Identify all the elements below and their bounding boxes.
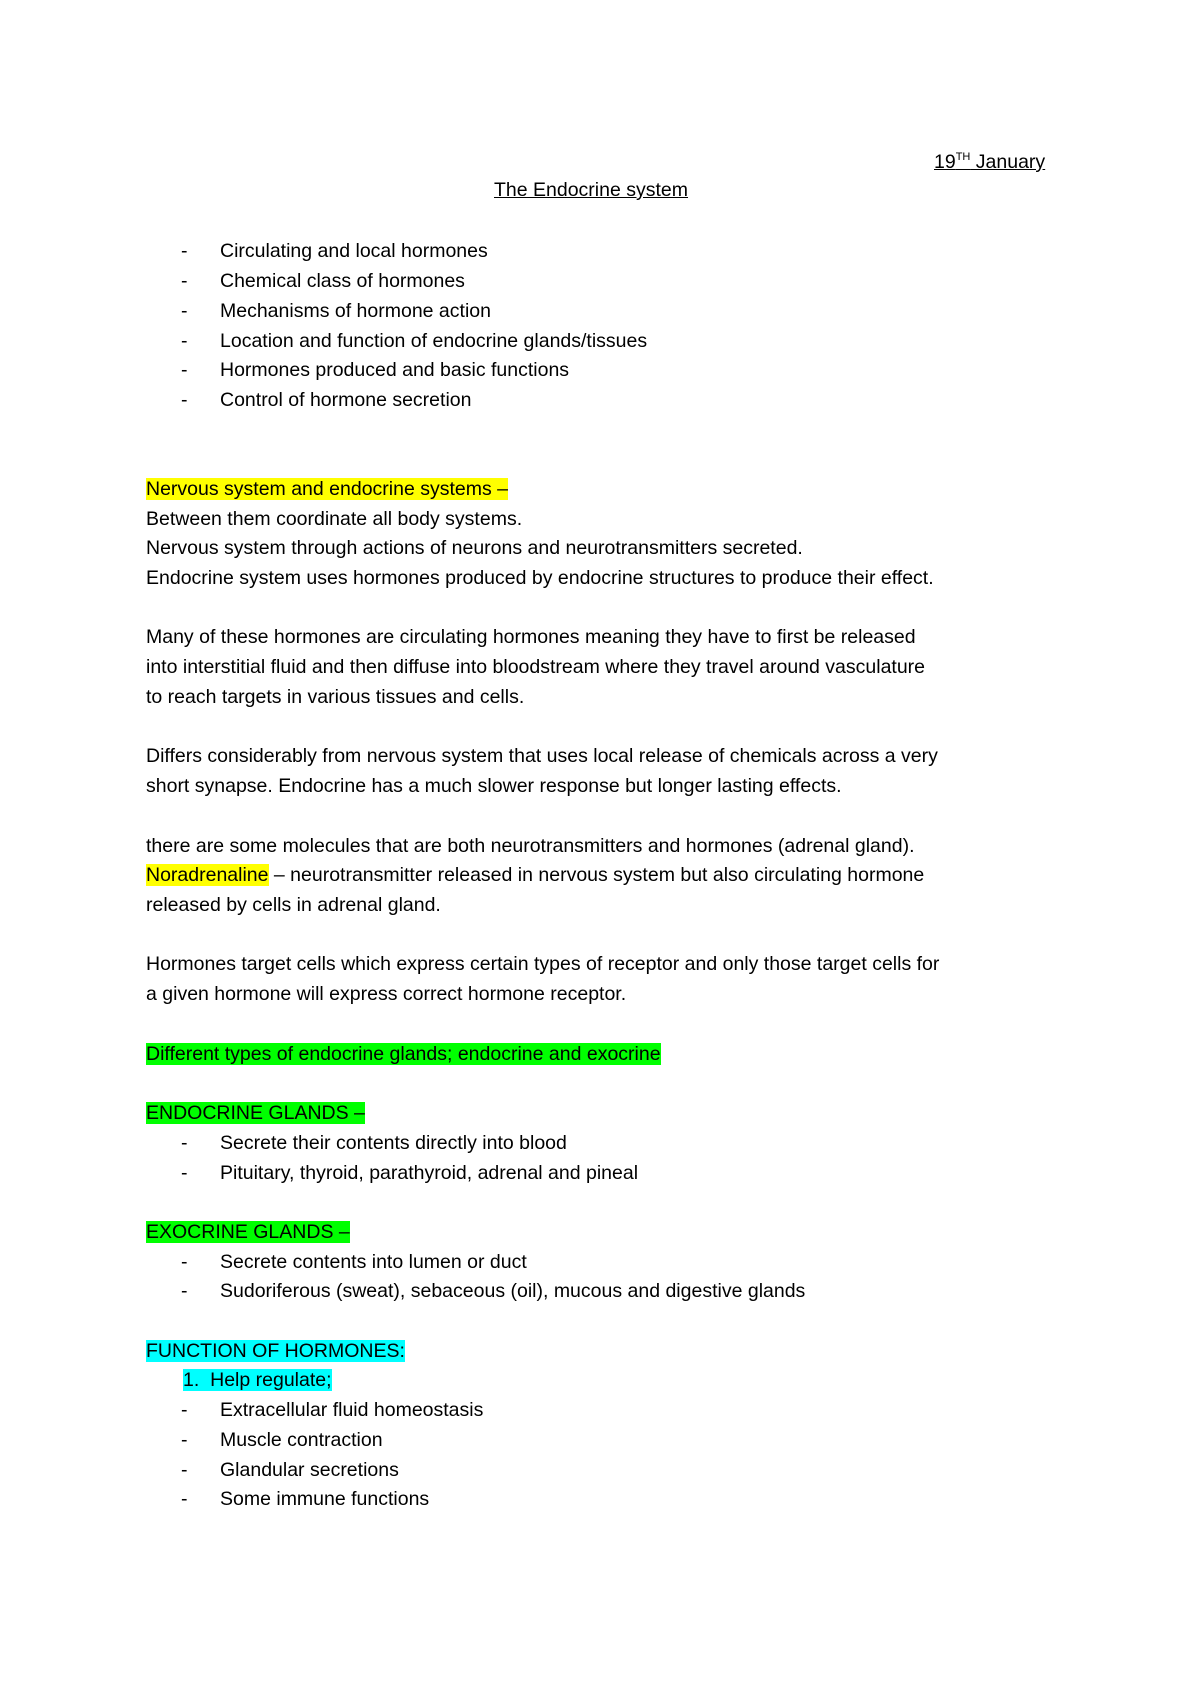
bullet-dash: -	[181, 270, 188, 292]
paragraph-line: Hormones target cells which express certain types of receptor and only those target cells for	[146, 953, 940, 975]
section-heading-nervous: Nervous system and endocrine systems –	[146, 478, 508, 500]
bullet-dash: -	[181, 330, 188, 352]
bullet-dash: -	[181, 1280, 188, 1302]
numbered-label: 1.	[183, 1369, 200, 1391]
bullet-dash: -	[181, 359, 188, 381]
bullet-dash: -	[181, 1162, 188, 1184]
paragraph-line: Many of these hormones are circulating hormones meaning they have to first be released	[146, 626, 916, 648]
numbered-text: Help regulate;	[210, 1369, 332, 1391]
bullet-dash: -	[181, 240, 188, 262]
paragraph-line: Noradrenaline – neurotransmitter released in nervous system but also circulating hormone	[146, 864, 925, 886]
bullet-dash: -	[181, 1251, 188, 1273]
paragraph-line: released by cells in adrenal gland.	[146, 894, 441, 916]
date-month: January	[970, 151, 1046, 173]
section-heading-glands: Different types of endocrine glands; endocrine and exocrine	[146, 1043, 661, 1065]
paragraph-line: to reach targets in various tissues and cells.	[146, 686, 525, 708]
bullet-dash: -	[181, 1459, 188, 1481]
paragraph-line: a given hormone will express correct hormone receptor.	[146, 983, 627, 1005]
paragraph-line: there are some molecules that are both neurotransmitters and hormones (adrenal gland).	[146, 835, 915, 857]
bullet-dash: -	[181, 1132, 188, 1154]
date-number: 19	[934, 151, 956, 173]
document-page: 19TH January The Endocrine system - Circulating and local hormones - Chemical class of hormones - Mechanisms of hormone action - Location and function of endocrine glands/tissues - Hormones produced and basic functions - Control of hormone secretion Nervous system and endocrine systems – Between them coordinate all body systems. Nervous system through actions of neurons and neurotransmitters secreted. Endocrine system uses hormones produced by endocrine structures to produce their effect. Many of these hormones are circulating hormones meaning they have to first be released into interstitial fluid and then diffuse into bloodstream where they travel around vasculature to reach targets in various tissues and cells. Differs considerably from nervous system that uses local release of chemicals across a very short synapse. Endocrine has a much slower response but longer lasting effects. there are some molecules that are both neurotransmitters and hormones (adrenal gland). Noradrenaline – neurotransmitter released in nervous system but also circulating hormone released by cells in adrenal gland. Hormones target cells which express certain types of receptor and only those target cells for a given hormone will express correct hormone receptor. Different types of endocrine glands; endocrine and exocrine ENDOCRINE GLANDS – - Secrete their contents directly into blood - Pituitary, thyroid, parathyroid, adrenal and pineal EXOCRINE GLANDS – - Secrete contents into lumen or duct - Sudoriferous (sweat), sebaceous (oil), mucous and digestive glands FUNCTION OF HORMONES: 1. Help regulate; - Extracellular fluid homeostasis - Muscle contraction - Glandular secretions - Some immune functions	[146, 151, 1046, 1510]
bullet-dash: -	[181, 1399, 188, 1421]
highlight-noradrenaline: Noradrenaline	[146, 864, 269, 886]
document-date	[934, 150, 1045, 174]
section-heading-function: FUNCTION OF HORMONES:	[146, 1340, 405, 1362]
paragraph-line: Between them coordinate all body systems.	[146, 508, 523, 530]
date-superscript: TH	[955, 151, 971, 163]
section-heading-exocrine: EXOCRINE GLANDS –	[146, 1221, 350, 1243]
paragraph-line: Endocrine system uses hormones produced by endocrine structures to produce their effect.	[146, 567, 934, 589]
bullet-dash: -	[181, 1488, 188, 1510]
paragraph-line: into interstitial fluid and then diffuse into bloodstream where they travel around vasculature	[146, 656, 926, 678]
bullet-dash: -	[181, 1429, 188, 1451]
bullet-dash: -	[181, 389, 188, 411]
section-heading-endocrine: ENDOCRINE GLANDS –	[146, 1102, 365, 1124]
paragraph-line: Nervous system through actions of neurons and neurotransmitters secreted.	[146, 537, 803, 559]
numbered-item	[183, 1368, 332, 1392]
document-title: The Endocrine system	[494, 179, 689, 201]
bullet-dash: -	[181, 300, 188, 322]
paragraph-line: short synapse. Endocrine has a much slower response but longer lasting effects.	[146, 775, 842, 797]
paragraph-line: Differs considerably from nervous system that uses local release of chemicals across a very	[146, 745, 938, 767]
